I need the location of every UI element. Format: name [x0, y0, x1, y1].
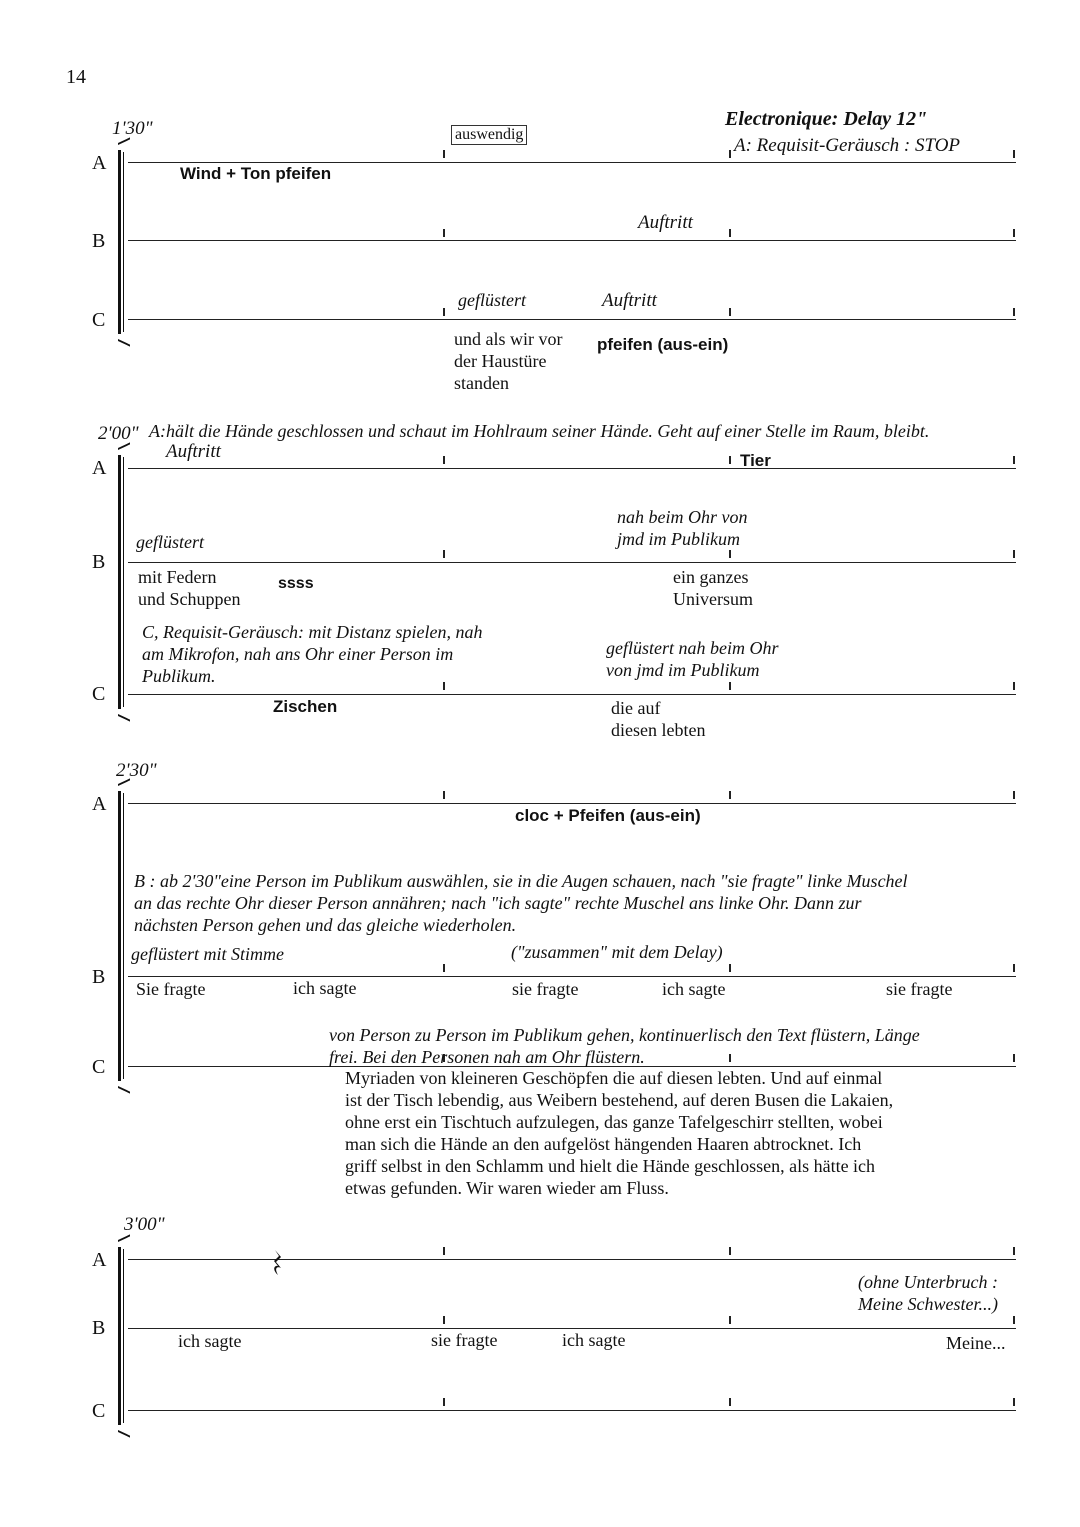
tick [1013, 1316, 1015, 1324]
tick [729, 791, 731, 799]
tick [729, 456, 731, 464]
tick [443, 308, 445, 316]
system-bracket [118, 455, 132, 709]
staff-label-c: C [92, 683, 106, 705]
tick [443, 964, 445, 972]
staff-label-a: A [92, 1249, 107, 1271]
word-b: ich sagte [562, 1330, 626, 1350]
staff-label-b: B [92, 551, 106, 573]
tick [729, 229, 731, 237]
tick [729, 550, 731, 558]
requisit-direction: C, Requisit-Geräusch: mit Distanz spielen, nah am Mikrofon, nah ans Ohr einer Person im Publikum. [142, 622, 483, 686]
tick [443, 1398, 445, 1406]
tick [1013, 550, 1015, 558]
staff-line-c [128, 319, 1016, 320]
staff-line-a [128, 1259, 1016, 1260]
spoken-text: ein ganzes Universum [673, 567, 753, 609]
spoken-text-block: Myriaden von kleineren Geschöpfen die auf diesen lebten. Und auf einmal ist der Tisch lebendig, aus Weibern bestehend, auf deren Busen die Lakaien, ohne erst ein Tischtuch aufzulegen, das ganze Tafelgeschirr stellten, wobei man sich die Hände an den aufgelöst hängenden Haaren abtrocknet. Ich griff selbst in den Schlamm und hielt die Hände geschlossen, als hätte ich etwas gefunden. Wir waren wieder am Fluss. [345, 1068, 894, 1198]
system-bracket [118, 791, 132, 1081]
staff-label-b: B [92, 1317, 106, 1339]
staff-label-b: B [92, 966, 106, 988]
page-number: 14 [66, 66, 86, 88]
zischen-label: Zischen [273, 697, 338, 716]
tick [1013, 791, 1015, 799]
tick [443, 550, 445, 558]
staff-line-b [128, 240, 1016, 241]
staff-label-a: A [92, 152, 107, 174]
tick [729, 964, 731, 972]
tick [1013, 308, 1015, 316]
staff-label-c: C [92, 309, 106, 331]
auftritt-c: Auftritt [602, 290, 657, 311]
spoken-text: mit Federn und Schuppen [138, 567, 241, 609]
stage-direction-c: von Person zu Person im Publikum gehen, kontinuerlisch den Text flüstern, Länge frei. Bei den Personen nah am Ohr flüstern. [329, 1025, 920, 1067]
spoken-text: die auf diesen lebten [611, 698, 706, 740]
tick [1013, 229, 1015, 237]
staff-label-a: A [92, 457, 107, 479]
staff-line-b [128, 976, 1016, 977]
system-bracket [118, 150, 132, 334]
tick [443, 1247, 445, 1255]
staff-line-b [128, 562, 1016, 563]
staff-label-a: A [92, 793, 107, 815]
gefluestert-ohr: geflüstert nah beim Ohr von jmd im Publikum [606, 638, 779, 680]
word-b: sie fragte [512, 979, 579, 999]
time-marker: 1'30" [112, 118, 153, 139]
spoken-text: und als wir vor der Haustüre standen [454, 329, 563, 393]
nah-beim-ohr: nah beim Ohr von jmd im Publikum [617, 507, 748, 549]
tick [1013, 682, 1015, 690]
tick [1013, 1054, 1015, 1062]
stage-direction-b: B : ab 2'30"eine Person im Publikum auswählen, sie in die Augen schauen, nach "sie fragte" linke Muschel an das rechte Ohr dieser Person annähren; nach "ich sagte" rechte Muschel ans linke Ohr. Dann zur nächsten Person gehen und das gleiche wiederholen. [134, 871, 908, 935]
tick [443, 229, 445, 237]
tick [1013, 964, 1015, 972]
tick [443, 150, 445, 158]
tier-label: Tier [740, 451, 771, 470]
tick [443, 791, 445, 799]
word-b: ich sagte [293, 978, 357, 998]
wind-ton-pfeifen: Wind + Ton pfeifen [180, 164, 332, 183]
staff-line-a [128, 162, 1016, 163]
cloc-pfeifen: cloc + Pfeifen (aus-ein) [515, 806, 701, 825]
gefluestert: geflüstert [458, 290, 526, 310]
auftritt-b: Auftritt [638, 212, 693, 233]
tick [1013, 1247, 1015, 1255]
tick [1013, 1398, 1015, 1406]
requisit-stop: A: Requisit-Geräusch : STOP [734, 135, 961, 156]
word-b: sie fragte [431, 1330, 498, 1350]
staff-line-c [128, 694, 1016, 695]
meine-text: Meine... [946, 1333, 1006, 1353]
staff-line-a [128, 468, 1016, 469]
ssss-sound: ssss [278, 575, 314, 592]
tick [443, 456, 445, 464]
word-b: ich sagte [662, 979, 726, 999]
gefluestert-b: geflüstert [136, 532, 204, 552]
gefluestert-stimme: geflüstert mit Stimme [131, 944, 284, 964]
system-bracket [118, 1247, 132, 1425]
staff-label-c: C [92, 1056, 106, 1078]
word-b: sie fragte [886, 979, 953, 999]
electronique-label: Electronique: Delay 12" [725, 108, 928, 130]
auswendig-box: auswendig [451, 125, 527, 145]
quarter-rest-icon [271, 1249, 285, 1277]
tick [729, 308, 731, 316]
time-marker: 2'30" [116, 760, 157, 781]
tick [443, 1316, 445, 1324]
staff-line-a [128, 803, 1016, 804]
tick [729, 682, 731, 690]
word-b: ich sagte [178, 1331, 242, 1351]
tick [729, 1247, 731, 1255]
tick [729, 1398, 731, 1406]
tick [729, 1316, 731, 1324]
ohne-unterbruch: (ohne Unterbruch : Meine Schwester...) [858, 1272, 998, 1314]
staff-line-c [128, 1410, 1016, 1411]
staff-label-c: C [92, 1400, 106, 1422]
staff-label-b: B [92, 230, 106, 252]
zusammen-delay: ("zusammen" mit dem Delay) [511, 942, 723, 962]
auftritt-a: Auftritt [166, 441, 221, 462]
tick [729, 150, 731, 158]
word-b: Sie fragte [136, 979, 206, 999]
time-marker: 2'00" [98, 423, 139, 444]
pfeifen-aus-ein: pfeifen (aus-ein) [597, 335, 729, 354]
stage-direction: A:hält die Hände geschlossen und schaut im Hohlraum seiner Hände. Geht auf einer Stelle im Raum, bleibt. [149, 421, 930, 441]
tick [1013, 150, 1015, 158]
time-marker: 3'00" [124, 1214, 165, 1235]
tick [1013, 456, 1015, 464]
